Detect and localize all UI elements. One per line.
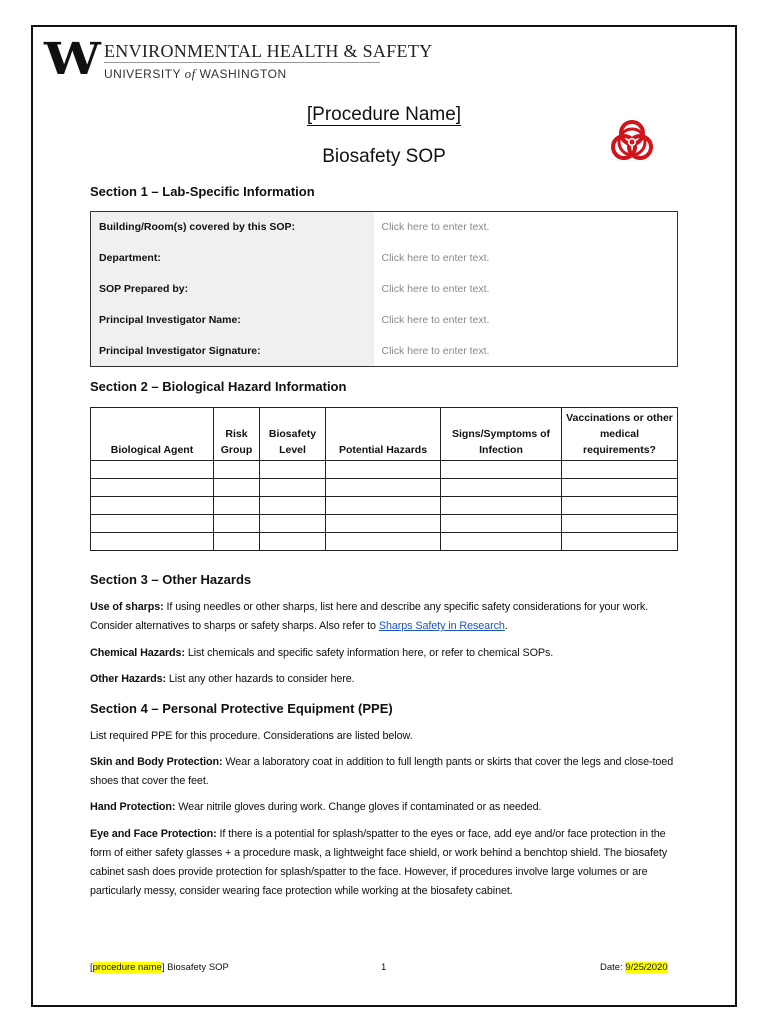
cell[interactable]: [562, 515, 678, 533]
footer-page-number: 1: [381, 962, 387, 973]
cell[interactable]: [214, 515, 260, 533]
table-row: [91, 515, 678, 533]
field-label: SOP Prepared by:: [91, 274, 374, 305]
table-row: [91, 497, 678, 515]
cell[interactable]: [260, 479, 326, 497]
department-input[interactable]: Click here to enter text.: [381, 252, 490, 264]
footer-date: Date: 9/25/2020: [600, 962, 668, 973]
cell[interactable]: [326, 479, 441, 497]
chemical-hazards-paragraph: Chemical Hazards: List chemicals and specific safety information here, or refer to chemical SOPs.: [90, 647, 554, 659]
skin-protection-paragraph: Skin and Body Protection: Wear a laboratory coat in addition to full length pants or skirts that cover the legs and close-toed shoes that cover the feet.: [90, 756, 674, 787]
lab-info-table: [90, 211, 678, 367]
cell[interactable]: [260, 497, 326, 515]
cell[interactable]: [326, 497, 441, 515]
footer-doc-name: [procedure name] Biosafety SOP: [90, 962, 229, 973]
cell[interactable]: [441, 515, 562, 533]
pi-signature-input[interactable]: Click here to enter text.: [381, 344, 490, 357]
cell[interactable]: [562, 533, 678, 551]
field-label: Building/Room(s) covered by this SOP:: [91, 212, 374, 243]
cell[interactable]: [562, 461, 678, 479]
cell[interactable]: [91, 479, 214, 497]
sharps-paragraph: Use of sharps: If using needles or other sharps, list here and describe any specific safety considerations for your work. Consider alternatives to sharps or safety sharps. Also refer to Sharps Safety in Research.: [90, 601, 649, 632]
eye-protection-paragraph: Eye and Face Protection: If there is a potential for splash/spatter to the eyes or face, add eye and/or face protection in the form of either safety glasses + a procedure mask, a lightweight face shield, or work behind a benchtop shield. The biosafety cabinet sash does provide protection for splash/spatter to the face. However, if procedures involve large volumes or are particularly messy, consider wearing face protection while working at the biosafety cabinet.: [90, 828, 668, 897]
cell[interactable]: [91, 497, 214, 515]
cell[interactable]: [260, 461, 326, 479]
section-2-heading: Section 2 – Biological Hazard Information: [90, 379, 347, 394]
cell[interactable]: [214, 497, 260, 515]
cell[interactable]: [441, 461, 562, 479]
building-input[interactable]: Click here to enter text.: [381, 221, 490, 234]
pi-name-input[interactable]: Click here to enter text.: [381, 314, 490, 326]
hand-protection-paragraph: Hand Protection: Wear nitrile gloves during work. Change gloves if contaminated or as needed.: [90, 801, 542, 813]
table-row: [91, 533, 678, 551]
section-1-heading: Section 1 – Lab-Specific Information: [90, 184, 315, 199]
cell[interactable]: [260, 533, 326, 551]
header-rule: [104, 62, 380, 63]
cell[interactable]: [326, 515, 441, 533]
table-row: [91, 461, 678, 479]
field-label: Department:: [91, 243, 374, 274]
cell[interactable]: [441, 533, 562, 551]
bio-hazard-table: [90, 407, 678, 551]
uw-logo: W: [44, 34, 94, 85]
cell[interactable]: [562, 479, 678, 497]
column-header: Risk Group: [214, 408, 260, 461]
cell[interactable]: [562, 497, 678, 515]
cell[interactable]: [214, 461, 260, 479]
column-header: Signs/Symptoms of Infection: [441, 408, 562, 461]
cell[interactable]: [260, 515, 326, 533]
column-header: Vaccinations or other medical requirements?: [562, 408, 678, 461]
biohazard-icon: [604, 114, 660, 170]
university-name: UNIVERSITY of WASHINGTON: [104, 66, 287, 81]
cell[interactable]: [326, 533, 441, 551]
column-header: Biosafety Level: [260, 408, 326, 461]
cell[interactable]: [214, 479, 260, 497]
column-header: Potential Hazards: [326, 408, 441, 461]
cell[interactable]: [91, 461, 214, 479]
cell[interactable]: [441, 479, 562, 497]
other-hazards-paragraph: Other Hazards: List any other hazards to consider here.: [90, 673, 355, 685]
sharps-safety-link[interactable]: Sharps Safety in Research: [378, 620, 505, 632]
org-name: ENVIRONMENTAL HEALTH & SAFETY: [104, 41, 433, 61]
cell[interactable]: [91, 515, 214, 533]
procedure-title: [Procedure Name]: [306, 104, 462, 125]
field-label: Principal Investigator Signature:: [91, 336, 374, 367]
cell[interactable]: [441, 497, 562, 515]
cell[interactable]: [91, 533, 214, 551]
prepared-by-input[interactable]: Click here to enter text.: [381, 283, 490, 295]
ppe-intro: List required PPE for this procedure. Considerations are listed below.: [90, 730, 413, 742]
cell[interactable]: [326, 461, 441, 479]
document-subtitle: Biosafety SOP: [322, 146, 446, 167]
cell[interactable]: [214, 533, 260, 551]
section-3-heading: Section 3 – Other Hazards: [90, 572, 252, 587]
section-4-heading: Section 4 – Personal Protective Equipment (PPE): [90, 701, 393, 716]
field-label: Principal Investigator Name:: [91, 305, 374, 336]
table-row: [91, 479, 678, 497]
column-header: Biological Agent: [91, 408, 214, 461]
